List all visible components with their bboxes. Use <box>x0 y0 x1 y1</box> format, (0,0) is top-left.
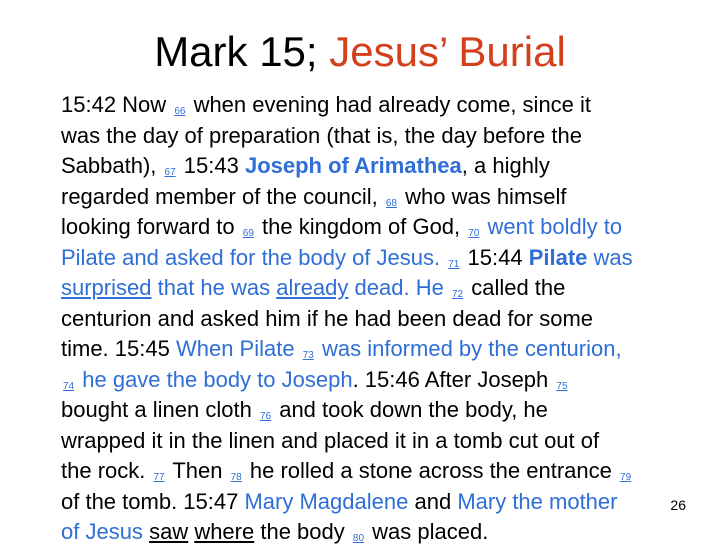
passage-line-15 <box>61 517 711 548</box>
footnote-link[interactable]: 79 <box>620 472 632 483</box>
passage-text: centurion and asked him if he had been dead for some <box>61 305 594 331</box>
passage-line-8 <box>61 304 711 335</box>
passage-line-14 <box>61 487 711 518</box>
footnote-link[interactable]: 80 <box>352 533 365 544</box>
footnote-link[interactable]: 66 <box>174 106 186 117</box>
passage-text: and <box>414 488 452 514</box>
footnote-link[interactable]: 73 <box>302 350 314 361</box>
passage-text: the body <box>260 519 345 544</box>
highlighted-name: Mary the mother <box>457 488 618 514</box>
footnote-link[interactable]: 77 <box>153 472 165 483</box>
highlighted-name: Pilate <box>528 244 588 270</box>
passage-line-4 <box>61 182 711 213</box>
highlighted-name: of Jesus <box>61 519 143 544</box>
passage-text: when evening had already come, since it <box>193 92 592 117</box>
passage-line-3 <box>61 151 711 182</box>
footnote-link[interactable]: 75 <box>556 380 568 392</box>
highlighted-phrase: was informed by the centurion, <box>321 336 622 361</box>
passage-line-9 <box>61 334 711 365</box>
footnote-link[interactable]: 70 <box>468 228 480 239</box>
passage-text: Then <box>172 458 223 483</box>
passage-text: he rolled a stone across the entrance <box>249 458 612 483</box>
highlighted-phrase: dead. He <box>354 275 444 300</box>
highlighted-phrase: he gave the body to Joseph <box>82 366 353 392</box>
underlined-word: surprised <box>61 275 152 300</box>
passage-text: looking forward to <box>61 214 235 239</box>
underlined-word: already <box>276 275 349 300</box>
slide-title <box>0 24 720 80</box>
verse-number: 15:44 <box>467 244 523 270</box>
footnote-link[interactable]: 78 <box>230 472 242 483</box>
passage-line-6 <box>61 243 711 274</box>
passage-text: 15:42 Now <box>61 92 167 117</box>
footnote-link[interactable]: 68 <box>385 197 397 209</box>
footnote-link[interactable]: 72 <box>451 289 464 300</box>
passage-line-2 <box>61 121 711 152</box>
underlined-word: saw <box>149 519 189 544</box>
highlighted-phrase: Pilate and asked for the body of Jesus. <box>61 244 441 270</box>
passage-line-5 <box>61 212 711 243</box>
passage-line-1 <box>61 90 711 121</box>
passage-text: called the <box>471 275 566 300</box>
passage-line-10 <box>61 365 711 396</box>
passage-text: time. 15:45 <box>61 336 170 361</box>
passage-text: . 15:46 After Joseph <box>352 366 549 392</box>
highlighted-name: Joseph of Arimathea <box>244 153 462 178</box>
footnote-link[interactable]: 67 <box>164 167 176 178</box>
passage-line-13 <box>61 456 711 487</box>
footnote-link[interactable]: 76 <box>259 411 272 422</box>
page-number: 26 <box>670 497 686 513</box>
passage-text: and took down the body, he <box>279 397 548 422</box>
passage-text: who was himself <box>405 183 567 209</box>
passage-text: was placed. <box>372 519 489 544</box>
passage-text: of the tomb. 15:47 <box>61 488 239 514</box>
highlighted-phrase: was <box>593 244 633 270</box>
passage-text: the kingdom of God, <box>262 214 461 239</box>
title-reference: Mark 15; <box>154 28 330 75</box>
underlined-word: where <box>194 519 255 544</box>
passage-text: was the day of preparation (that is, the day before the <box>61 122 582 148</box>
passage-line-11 <box>61 395 711 426</box>
passage-text: Sabbath), <box>61 153 157 178</box>
footnote-link[interactable]: 74 <box>63 380 75 392</box>
highlighted-phrase: When Pilate <box>175 336 295 361</box>
passage-text: , a highly <box>461 153 550 178</box>
scripture-passage <box>61 90 711 548</box>
passage-text: the rock. <box>61 458 146 483</box>
highlighted-name: Mary Magdalene <box>244 488 409 514</box>
passage-line-7 <box>61 273 711 304</box>
passage-text: wrapped it in the linen and placed it in a tomb cut out of <box>61 427 600 453</box>
title-subject: Jesus’ Burial <box>329 28 566 75</box>
verse-number: 15:43 <box>183 153 239 178</box>
footnote-link[interactable]: 71 <box>448 258 460 270</box>
passage-text: bought a linen cloth <box>61 397 252 422</box>
passage-text: regarded member of the council, <box>61 183 378 209</box>
footnote-link[interactable]: 69 <box>242 228 254 239</box>
highlighted-phrase: that he was <box>157 275 271 300</box>
passage-line-12 <box>61 426 711 457</box>
highlighted-phrase: went boldly to <box>487 214 623 239</box>
